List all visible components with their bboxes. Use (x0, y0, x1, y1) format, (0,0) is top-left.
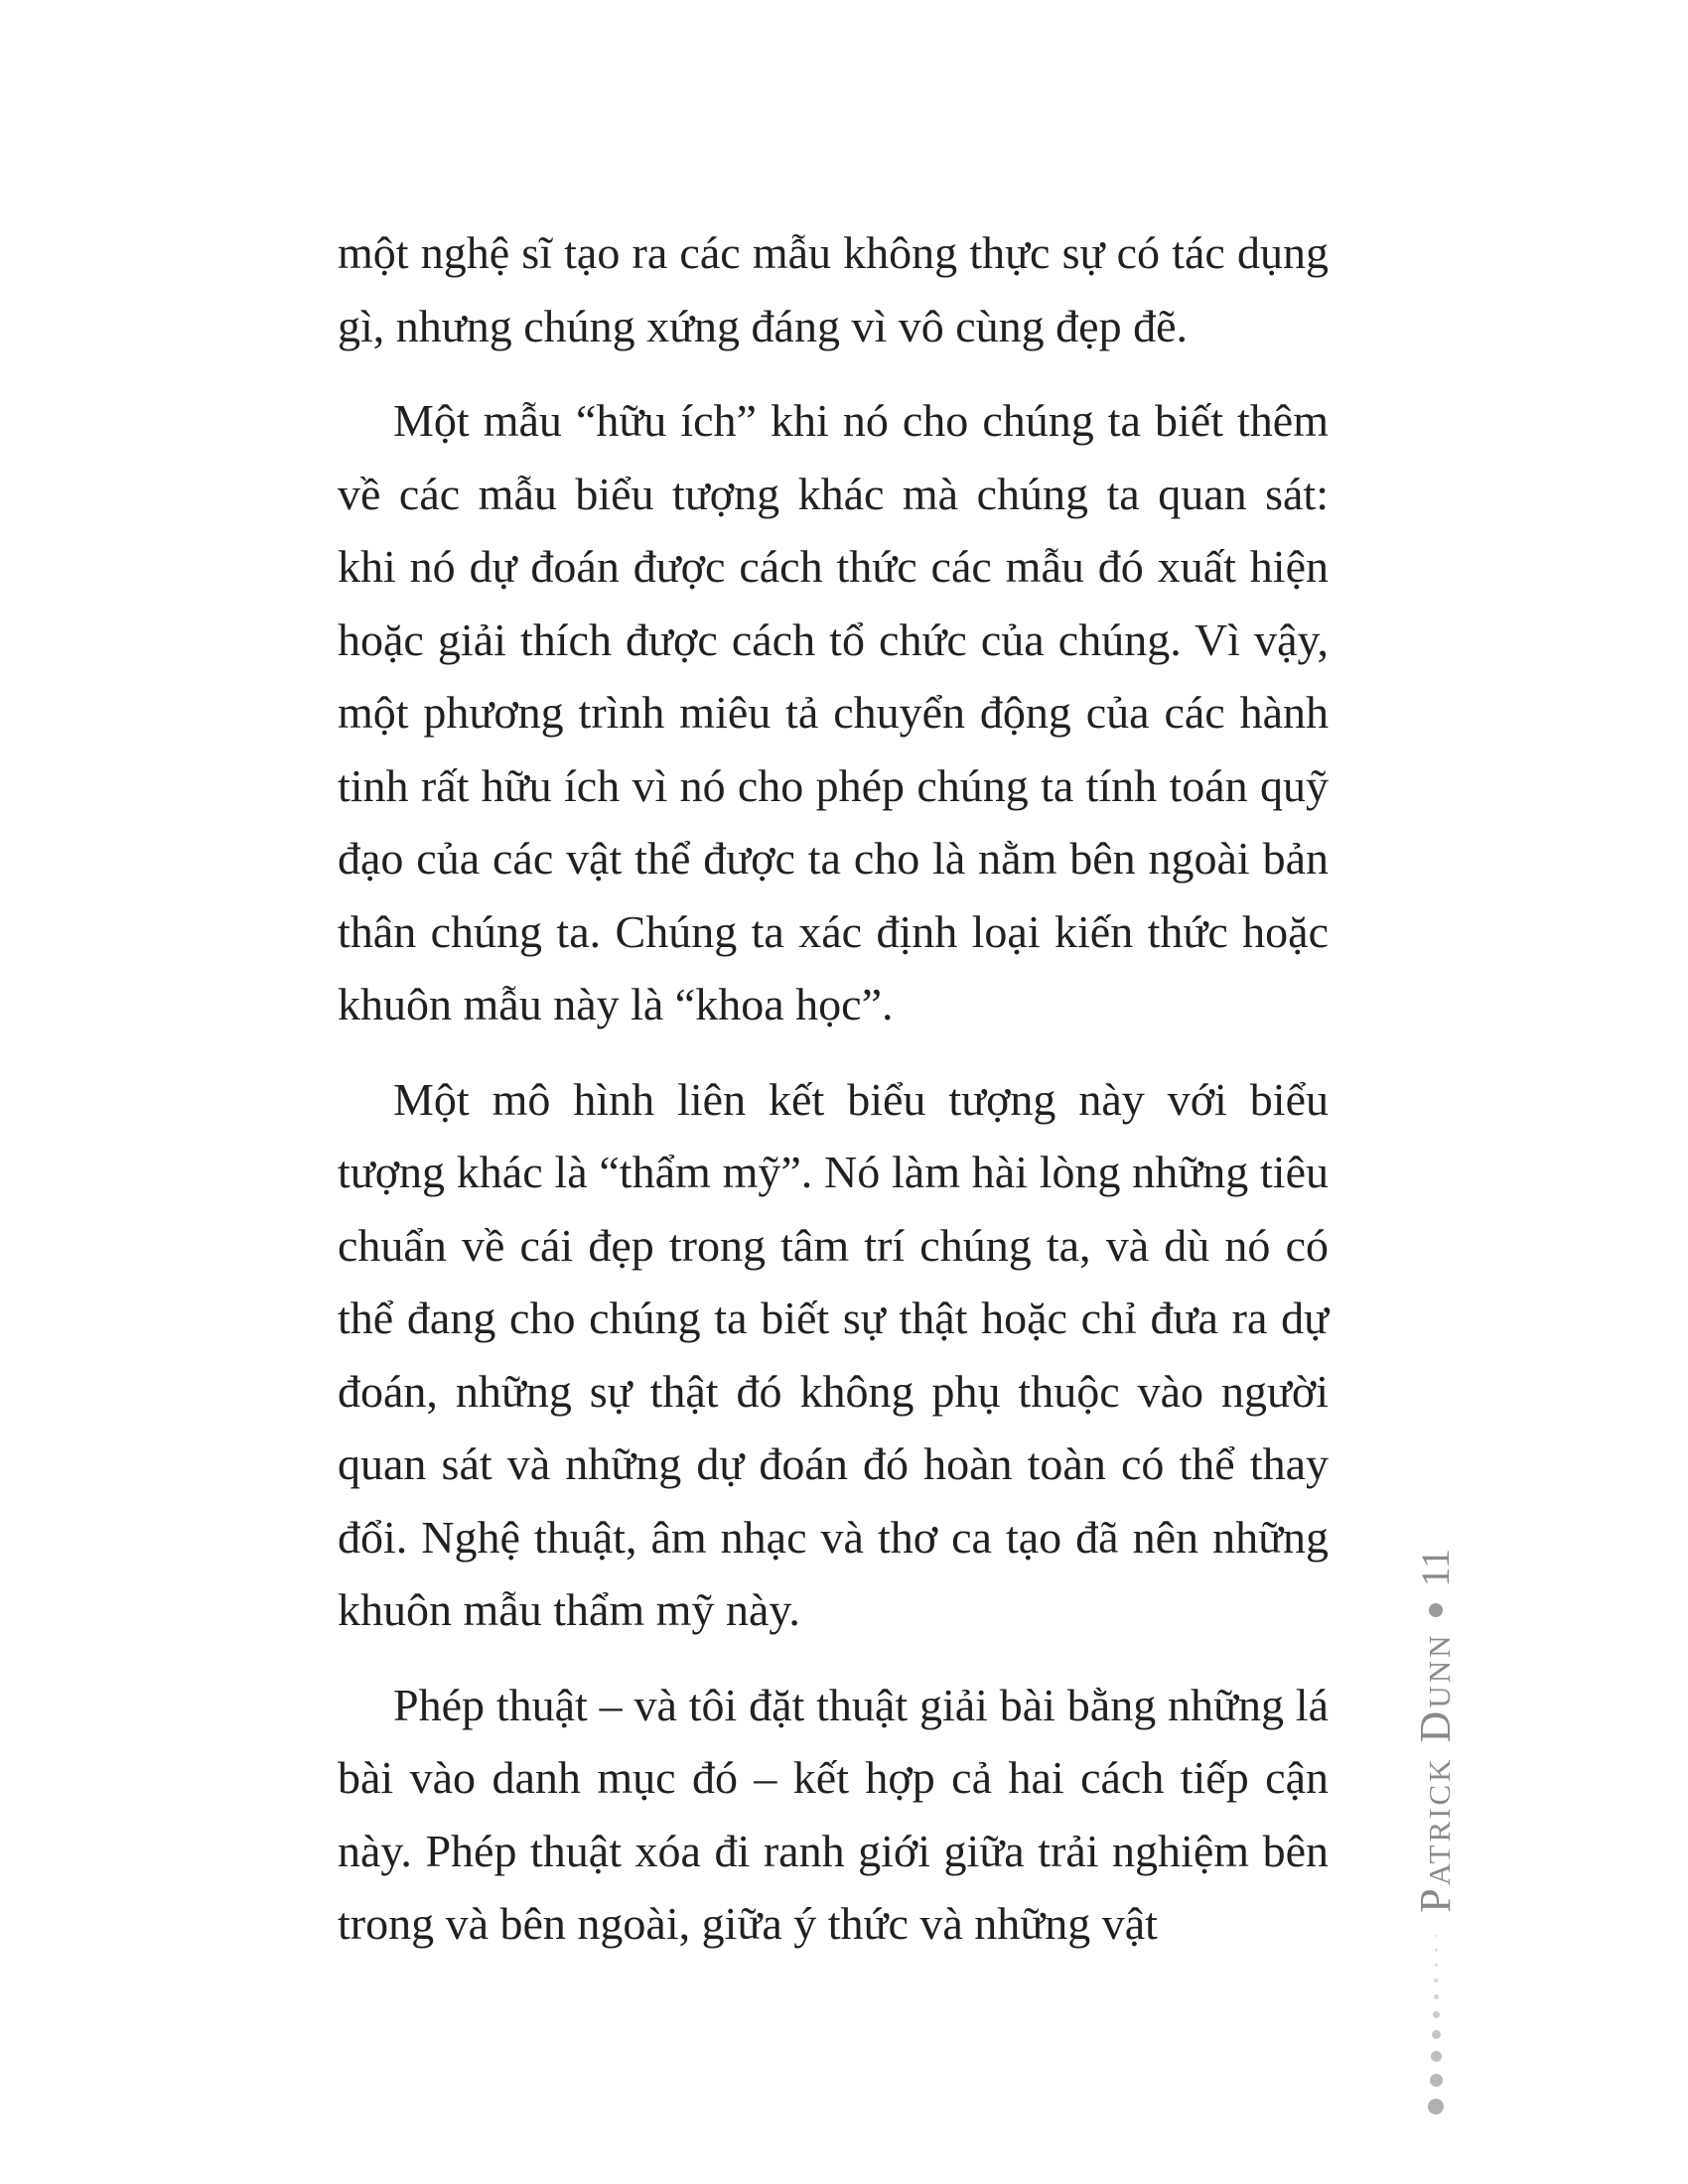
author-name: Patrick Dunn (1411, 1632, 1460, 1913)
separator-dot-icon (1429, 1603, 1443, 1617)
dot-icon (1435, 1949, 1438, 1952)
paragraph-4: Phép thuật – và tôi đặt thuật giải bài bằng những lá bài vào danh mục đó – kết hợp cả hai cách tiếp cận này. Phép thuật xóa đi ranh giới giữa trải nghiệm bên trong và bên ngoài, giữa ý thức và những vật (338, 1679, 1329, 1949)
running-footer (1406, 1549, 1466, 2164)
paragraph-2: Một mẫu “hữu ích” khi nó cho chúng ta biết thêm về các mẫu biểu tượng khác mà chúng ta quan sát: khi nó dự đoán được cách thức các mẫu đó xuất hiện hoặc giải thích được cách tổ chức của chúng. Vì vậy, một phương trình miêu tả chuyển động của các hành tinh rất hữu ích vì nó cho phép chúng ta tính toán quỹ đạo của các vật thể được ta cho là nằm bên ngoài bản thân chúng ta. Chúng ta xác định loại kiến thức hoặc khuôn mẫu này là “khoa học”. (338, 395, 1329, 1029)
dot-icon (1432, 2030, 1441, 2039)
paragraph-3: Một mô hình liên kết biểu tượng này với biểu tượng khác là “thẩm mỹ”. Nó làm hài lòng những tiêu chuẩn về cái đẹp trong tâm trí chúng ta, và dù nó có thể đang cho chúng ta biết sự thật hoặc chỉ đưa ra dự đoán, những sự thật đó không phụ thuộc vào người quan sát và những dự đoán đó hoàn toàn có thể thay đổi. Nghệ thuật, âm nhạc và thơ ca tạo đã nên những khuôn mẫu thẩm mỹ này. (338, 1073, 1329, 1635)
dot-icon (1434, 1994, 1439, 1999)
dot-icon (1428, 2099, 1444, 2115)
paragraph-1: một nghệ sĩ tạo ra các mẫu không thực sự có tác dụng gì, nhưng chúng xứng đáng vì vô cùng đẹp đẽ. (338, 227, 1329, 351)
dot-icon (1433, 2011, 1440, 2018)
dot-icon (1431, 2051, 1442, 2062)
dot-icon (1435, 1935, 1437, 1937)
decorative-dots (1428, 1935, 1444, 2115)
dot-icon (1434, 1979, 1438, 1982)
dot-icon (1430, 2074, 1443, 2087)
page-number: 11 (1413, 1549, 1458, 1587)
dot-icon (1435, 1964, 1438, 1967)
body-text (338, 216, 1329, 1982)
